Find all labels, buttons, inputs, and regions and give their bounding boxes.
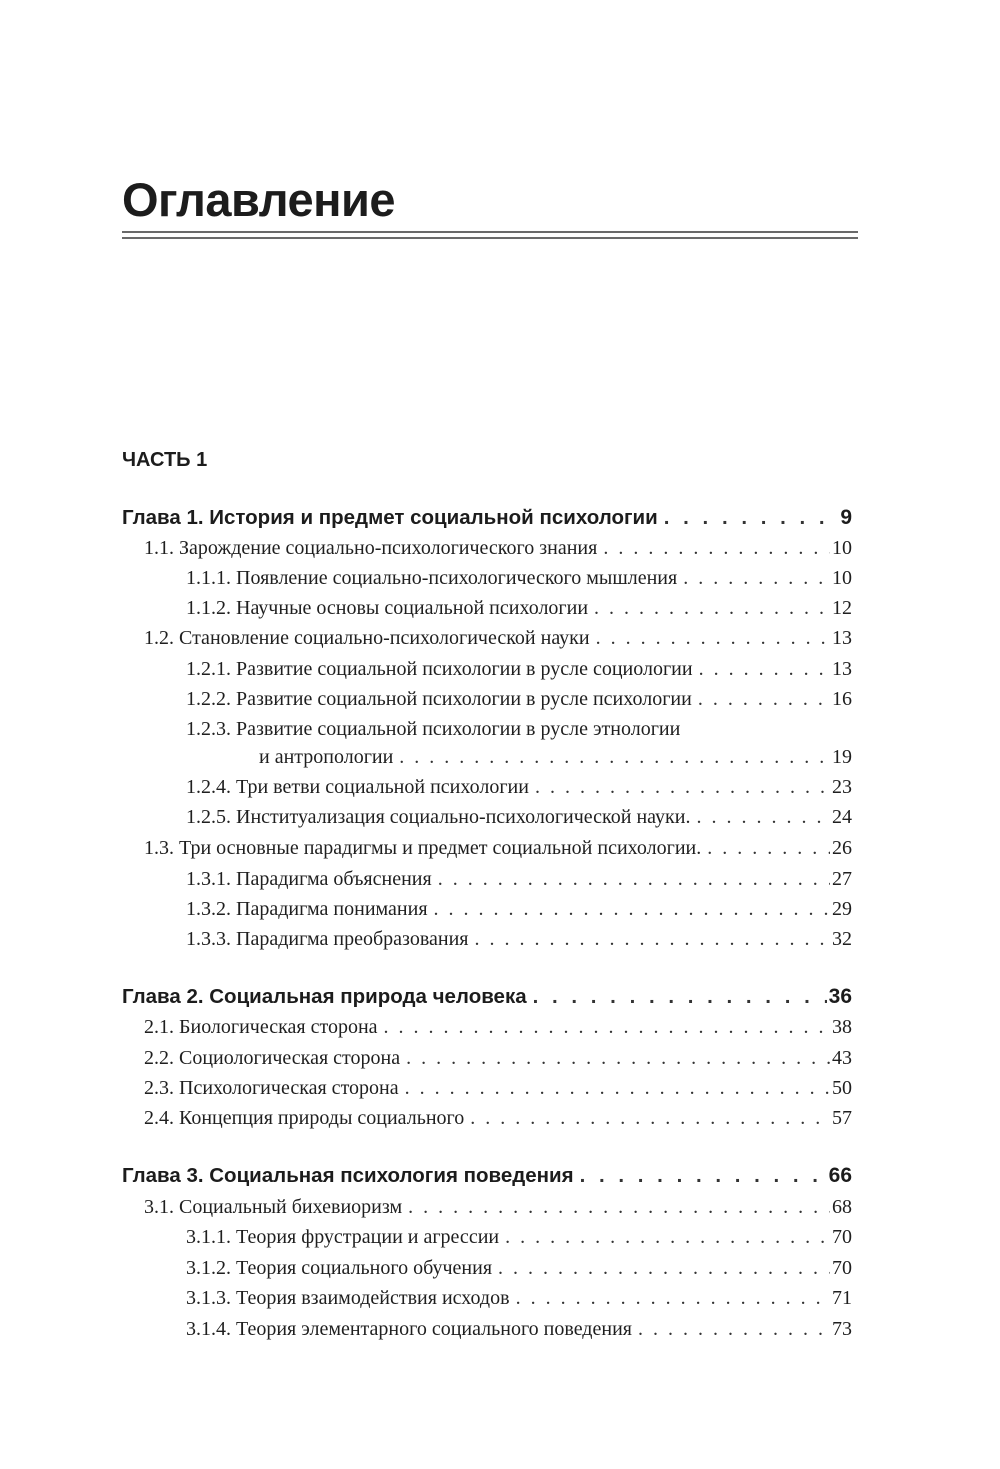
toc-section-2-2[interactable]: [122, 1043, 852, 1073]
toc-page-number: 23: [832, 776, 852, 798]
toc-page-number: 68: [832, 1196, 852, 1218]
toc-section-3-1[interactable]: [122, 1192, 852, 1222]
page-title: Оглавление: [122, 173, 396, 226]
toc-section-2-3[interactable]: [122, 1073, 852, 1103]
toc-subsection-1-2-3-continued[interactable]: [122, 742, 852, 772]
toc-entry-title: 3.1.1. Теория фрустрации и агрессии: [186, 1226, 500, 1248]
dot-leader: [596, 623, 830, 653]
toc-page-number: 13: [832, 658, 852, 680]
dot-leader: [707, 833, 830, 863]
toc-entry-title: 1.1.1. Появление социально-психологического мышления: [186, 567, 678, 589]
toc-subsection-1-2-4[interactable]: [122, 772, 852, 802]
toc-subsection-1-3-1[interactable]: [122, 864, 852, 894]
toc-entry-title: 3.1. Социальный бихевиоризм: [144, 1196, 403, 1218]
toc-entry-title: 1.2. Становление социально-психологической науки: [144, 627, 590, 649]
toc-entry-title-continuation: и антропологии: [259, 746, 394, 768]
toc-subsection-1-1-1[interactable]: [122, 563, 852, 593]
table-of-contents: [122, 0, 852, 1469]
dot-leader: [580, 1161, 827, 1191]
toc-chapter-1[interactable]: [122, 503, 852, 533]
toc-subsection-1-2-1[interactable]: [122, 654, 852, 684]
toc-page-number: 32: [832, 928, 852, 950]
toc-page-number: 57: [832, 1107, 852, 1129]
toc-page-number: 26: [832, 837, 852, 859]
toc-section-1-3[interactable]: [122, 833, 852, 863]
dot-leader: [498, 1253, 830, 1283]
toc-entry-title: 3.1.3. Теория взаимодействия исходов: [186, 1287, 510, 1309]
toc-entry-title: 2.4. Концепция природы социального: [144, 1107, 465, 1129]
dot-leader: [470, 1103, 830, 1133]
toc-page-number: 36: [828, 985, 852, 1008]
toc-entry-title: 1.2.2. Развитие социальной психологии в русле психологии: [186, 688, 692, 710]
toc-page-number: 71: [832, 1287, 852, 1309]
toc-subsection-3-1-1[interactable]: [122, 1222, 852, 1252]
toc-page-number: 10: [832, 567, 852, 589]
dot-leader: [405, 1073, 830, 1103]
toc-entry-title: 3.1.2. Теория социального обучения: [186, 1257, 493, 1279]
dot-leader: [438, 864, 830, 894]
toc-chapter-title: Глава 1. История и предмет социальной психологии: [122, 506, 658, 529]
toc-entry-title: 1.3.1. Парадигма объяснения: [186, 868, 432, 890]
dot-leader: [533, 982, 827, 1012]
toc-page-number: 70: [832, 1226, 852, 1248]
toc-entry-title: 2.3. Психологическая сторона: [144, 1077, 399, 1099]
toc-subsection-1-1-2[interactable]: [122, 593, 852, 623]
toc-entry-title: 1.3.3. Парадигма преобразования: [186, 928, 469, 950]
dot-leader: [505, 1222, 830, 1252]
dot-leader: [699, 654, 830, 684]
toc-entry-title: 1.2.5. Институализация социально-психологической науки.: [186, 806, 691, 828]
toc-page-number: 19: [832, 746, 852, 768]
dot-leader: [516, 1283, 830, 1313]
toc-section-1-1[interactable]: [122, 533, 852, 563]
dot-leader: [603, 533, 830, 563]
dot-leader: [384, 1012, 830, 1042]
toc-page-number: 73: [832, 1318, 852, 1340]
toc-page-number: 9: [840, 506, 852, 529]
toc-page-number: 66: [828, 1164, 852, 1187]
toc-entry-title: 3.1.4. Теория элементарного социального поведения: [186, 1318, 632, 1340]
dot-leader: [406, 1043, 830, 1073]
toc-subsection-1-2-2[interactable]: [122, 684, 852, 714]
toc-page-number: 43: [832, 1047, 852, 1069]
toc-entry-title: 1.1. Зарождение социально-психологического знания: [144, 537, 598, 559]
dot-leader: [408, 1192, 830, 1222]
toc-entry-title: 1.2.1. Развитие социальной психологии в русле социологии: [186, 658, 693, 680]
toc-page-number: 16: [832, 688, 852, 710]
toc-subsection-3-1-3[interactable]: [122, 1283, 852, 1313]
toc-page-number: 70: [832, 1257, 852, 1279]
dot-leader: [399, 742, 830, 772]
dot-leader: [594, 593, 830, 623]
toc-page-number: 27: [832, 868, 852, 890]
part-heading: ЧАСТЬ 1: [122, 449, 208, 471]
toc-page-number: 50: [832, 1077, 852, 1099]
dot-leader: [696, 802, 830, 832]
toc-chapter-title: Глава 2. Социальная природа человека: [122, 985, 527, 1008]
dot-leader: [535, 772, 830, 802]
toc-entry-title: 1.2.3. Развитие социальной психологии в русле этнологии: [186, 718, 681, 740]
toc-page-number: 12: [832, 597, 852, 619]
toc-entry-title: 1.3. Три основные парадигмы и предмет социальной психологии.: [144, 837, 702, 859]
toc-section-1-2[interactable]: [122, 623, 852, 653]
toc-chapter-2[interactable]: [122, 982, 852, 1012]
dot-leader: [664, 503, 839, 533]
toc-subsection-1-2-5[interactable]: [122, 802, 852, 832]
toc-subsection-3-1-2[interactable]: [122, 1253, 852, 1283]
toc-subsection-1-3-3[interactable]: [122, 924, 852, 954]
toc-chapter-3[interactable]: [122, 1161, 852, 1191]
toc-section-2-1[interactable]: [122, 1012, 852, 1042]
toc-subsection-1-3-2[interactable]: [122, 894, 852, 924]
toc-page-number: 38: [832, 1016, 852, 1038]
toc-section-2-4[interactable]: [122, 1103, 852, 1133]
toc-entry-title: 1.2.4. Три ветви социальной психологии: [186, 776, 529, 798]
dot-leader: [683, 563, 830, 593]
toc-page-number: 29: [832, 898, 852, 920]
dot-leader: [475, 924, 831, 954]
toc-chapter-title: Глава 3. Социальная психология поведения: [122, 1164, 574, 1187]
toc-page-number: 10: [832, 537, 852, 559]
dot-leader: [638, 1314, 830, 1344]
toc-page-number: 24: [832, 806, 852, 828]
toc-page-number: 13: [832, 627, 852, 649]
toc-subsection-1-2-3[interactable]: [122, 714, 852, 744]
dot-leader: [698, 684, 830, 714]
dot-leader: [434, 894, 830, 924]
toc-entry-title: 2.1. Биологическая сторона: [144, 1016, 378, 1038]
toc-entry-title: 2.2. Социологическая сторона: [144, 1047, 401, 1069]
toc-entry-title: 1.3.2. Парадигма понимания: [186, 898, 428, 920]
toc-entry-title: 1.1.2. Научные основы социальной психологии: [186, 597, 589, 619]
toc-subsection-3-1-4[interactable]: [122, 1314, 852, 1344]
